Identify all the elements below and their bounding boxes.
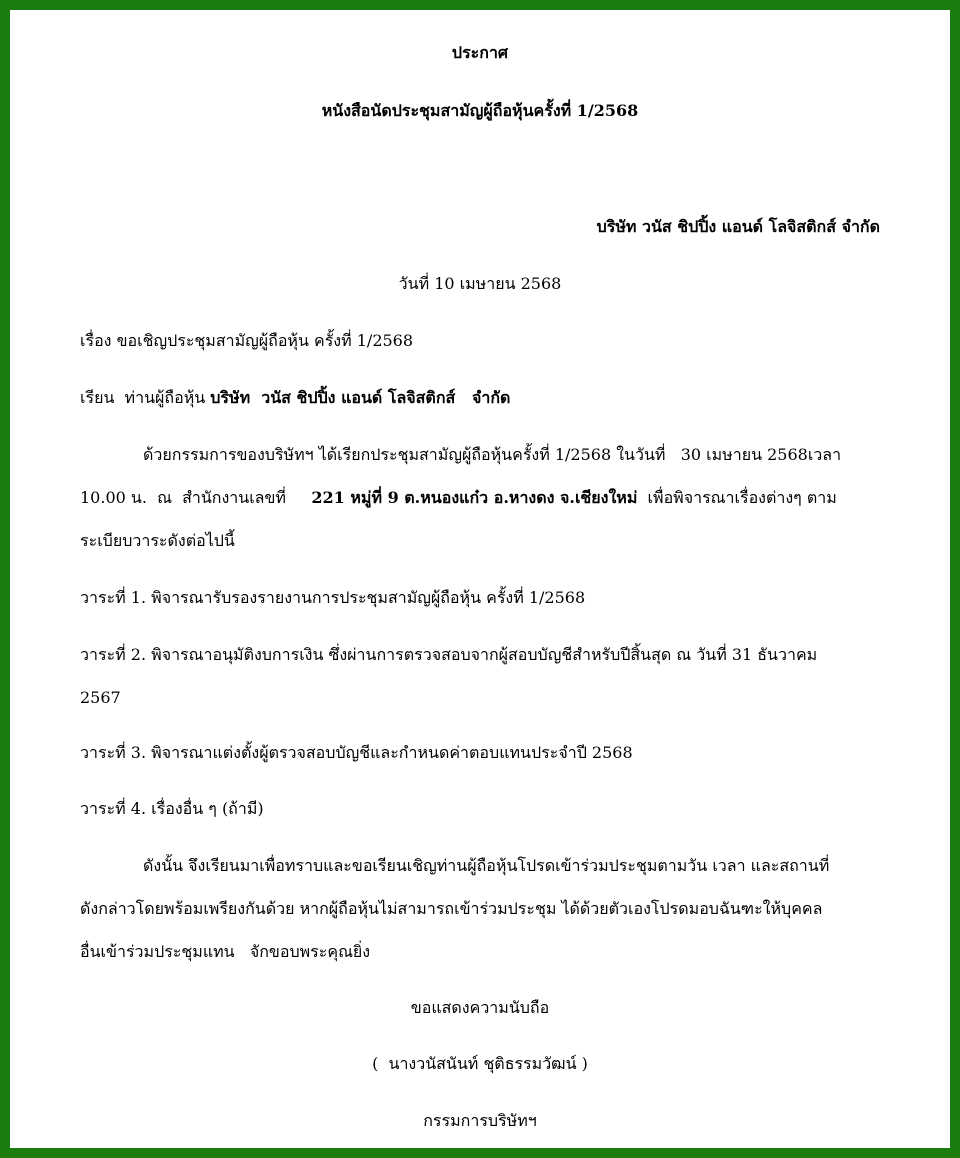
closing-line-1: ดังนั้น จึงเรียนมาเพื่อทราบและขอเรียนเชิญท่านผู้ถือหุ้นโปรดเข้าร่วมประชุมตามวัน เวลา และสถานที่ [143,856,830,875]
addressee-company: บริษัท วนัส ชิปปิ้ง แอนด์ โลจิสติกส์ จำกัด [210,388,511,407]
intro-line-1: ด้วยกรรมการของบริษัทฯ ได้เรียกประชุมสามัญผู้ถือหุ้นครั้งที่ 1/2568 ในวันที่ 30 เมษายน 2568เวลา [143,445,842,464]
closing-line-2: ดังกล่าวโดยพร้อมเพรียงกันด้วย หากผู้ถือหุ้นไม่สามารถเข้าร่วมประชุม ได้ด้วยตัวเองโปรดมอบฉันฑะให้บุคคล [80,899,823,918]
document-title: ประกาศ [451,43,509,62]
intro-address: 221 หมู่ที่ 9 ต.หนองแก๋ว อ.หางดง จ.เชียงใหม่ [311,488,638,507]
intro-purpose: เพื่อพิจารณาเรื่องต่างๆ ตาม [637,488,837,507]
intro-time-location: 10.00 น. ณ สำนักงานเลขที่ [80,488,312,507]
company-name: บริษัท วนัส ชิปปิ้ง แอนด์ โลจิสติกส์ จำกัด [596,217,880,236]
addressee-line [80,387,510,409]
intro-line-3: ระเบียบวาระดังต่อไปนี้ [80,531,235,550]
signature-name: ( นางวนัสนันท์ ชุติธรรมวัฒน์ ) [372,1054,588,1073]
signature-position: กรรมการบริษัทฯ [423,1111,537,1130]
agenda-item-2: วาระที่ 2. พิจารณาอนุมัติงบการเงิน ซึ่งผ่านการตรวจสอบจากผู้สอบบัญชีสำหรับปีสิ้นสุด ณ วันที่ 31 ธันวาคม [80,645,818,664]
intro-line-2 [80,487,837,509]
closing-line-3: อื่นเข้าร่วมประชุมแทน จักขอบพระคุณยิ่ง [80,942,371,961]
agenda-item-1: วาระที่ 1. พิจารณารับรองรายงานการประชุมสามัญผู้ถือหุ้น ครั้งที่ 1/2568 [80,588,586,607]
subject-line: เรื่อง ขอเชิญประชุมสามัญผู้ถือหุ้น ครั้งที่ 1/2568 [80,331,414,350]
document-subtitle: หนังสือนัดประชุมสามัญผู้ถือหุ้นครั้งที่ 1/2568 [321,101,639,120]
agenda-item-4: วาระที่ 4. เรื่องอื่น ๆ (ถ้ามี) [80,799,264,818]
agenda-item-3: วาระที่ 3. พิจารณาแต่งตั้งผู้ตรวจสอบบัญชีและกำหนดค่าตอบแทนประจำปี 2568 [80,743,633,762]
document-date: วันที่ 10 เมษายน 2568 [398,274,562,293]
signature-regards: ขอแสดงความนับถือ [410,998,550,1017]
agenda-item-2-continued: 2567 [80,688,121,707]
addressee-prefix: เรียน ท่านผู้ถือหุ้น [80,388,211,407]
